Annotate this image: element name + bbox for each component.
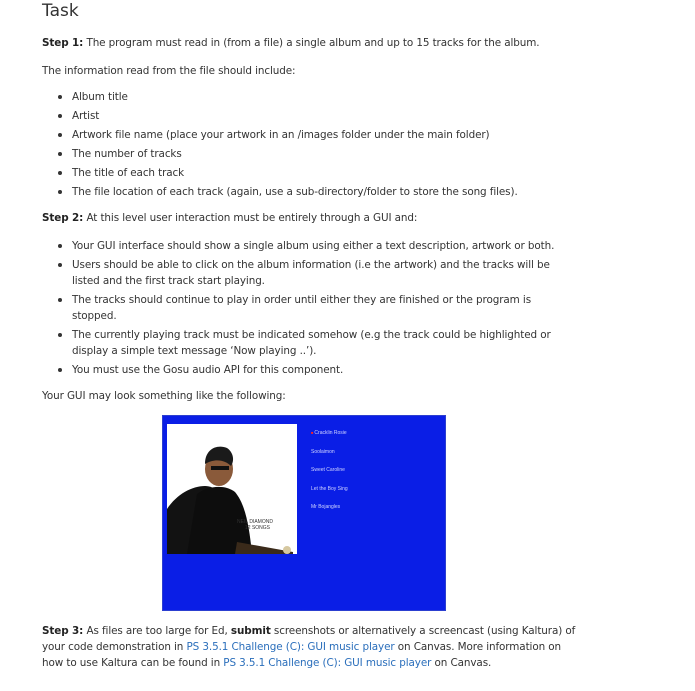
info-item-album-title: Album title (72, 89, 592, 105)
info-item-track-location: The file location of each track (again, use a sub-directory/folder to store the song files). (72, 184, 592, 200)
step-1 (42, 35, 602, 51)
step-3-text-b: screenshots or alternatively a screencast (using Kaltura) of your code demonstration in (42, 625, 576, 653)
step-3-text-d: on Canvas. (431, 657, 492, 669)
track-item: Mr Bojangles (311, 504, 341, 510)
artist-photo-icon (167, 424, 297, 554)
info-item-track-title: The title of each track (72, 165, 592, 181)
album-artwork (167, 424, 297, 554)
step-3-text-c: on Canvas. More information on how to use Kaltura can be found in (42, 641, 562, 669)
info-item-artist: Artist (72, 108, 592, 124)
info-intro: The information read from the file should include: (42, 65, 296, 77)
challenge-link-2[interactable]: PS 3.5.1 Challenge (C): GUI music player (223, 657, 432, 669)
gui-intro: Your GUI may look something like the following: (42, 390, 286, 402)
step-2-text: At this level user interaction must be entirely through a GUI and: (83, 212, 418, 224)
step-1-text: The program must read in (from a file) a single album and up to 15 tracks for the album. (83, 37, 540, 49)
track-item: Let the Boy Sing (311, 485, 348, 492)
gui-item-display: Your GUI interface should show a single album using either a text description, artwork or both. (72, 238, 572, 254)
gui-item-indicate: The currently playing track must be indicated somehow (e.g the track could be highlighted or display a simple text message ‘Now playing ..’). (72, 327, 572, 359)
step-2 (42, 210, 602, 226)
track-item: ■ Cracklin Rosie (311, 424, 348, 443)
step-3 (42, 623, 582, 671)
track-item: Sweet Caroline (311, 467, 345, 473)
album-subtitle-text: 12 SONGS (245, 525, 271, 531)
gui-requirements-list (72, 238, 572, 378)
step-3-label: Step 3: (42, 625, 84, 637)
gui-preview-image (162, 415, 446, 611)
info-list (72, 89, 592, 200)
track-item: Soolaimon (311, 448, 335, 455)
gui-item-gosu: You must use the Gosu audio API for this component. (72, 362, 572, 378)
step-3-submit: submit (230, 625, 271, 637)
info-item-track-count: The number of tracks (72, 146, 592, 162)
album-artwork-caption (237, 519, 297, 531)
step-3-text-a: As files are too large for Ed, (83, 625, 231, 637)
album-artist-text: NEIL DIAMOND (237, 519, 273, 525)
gui-item-click: Users should be able to click on the album information (i.e the artwork) and the tracks will be listed and the first track start playing. (72, 257, 572, 289)
track-list (311, 424, 348, 517)
info-item-artwork: Artwork file name (place your artwork in an /images folder under the main folder) (72, 127, 592, 143)
step-2-label: Step 2: (42, 212, 84, 224)
challenge-link-1[interactable]: PS 3.5.1 Challenge (C): GUI music player (186, 641, 395, 653)
step-1-label: Step 1: (42, 37, 84, 49)
gui-item-continue: The tracks should continue to play in order until either they are finished or the program is stopped. (72, 292, 572, 324)
page-title: Task (42, 1, 79, 21)
